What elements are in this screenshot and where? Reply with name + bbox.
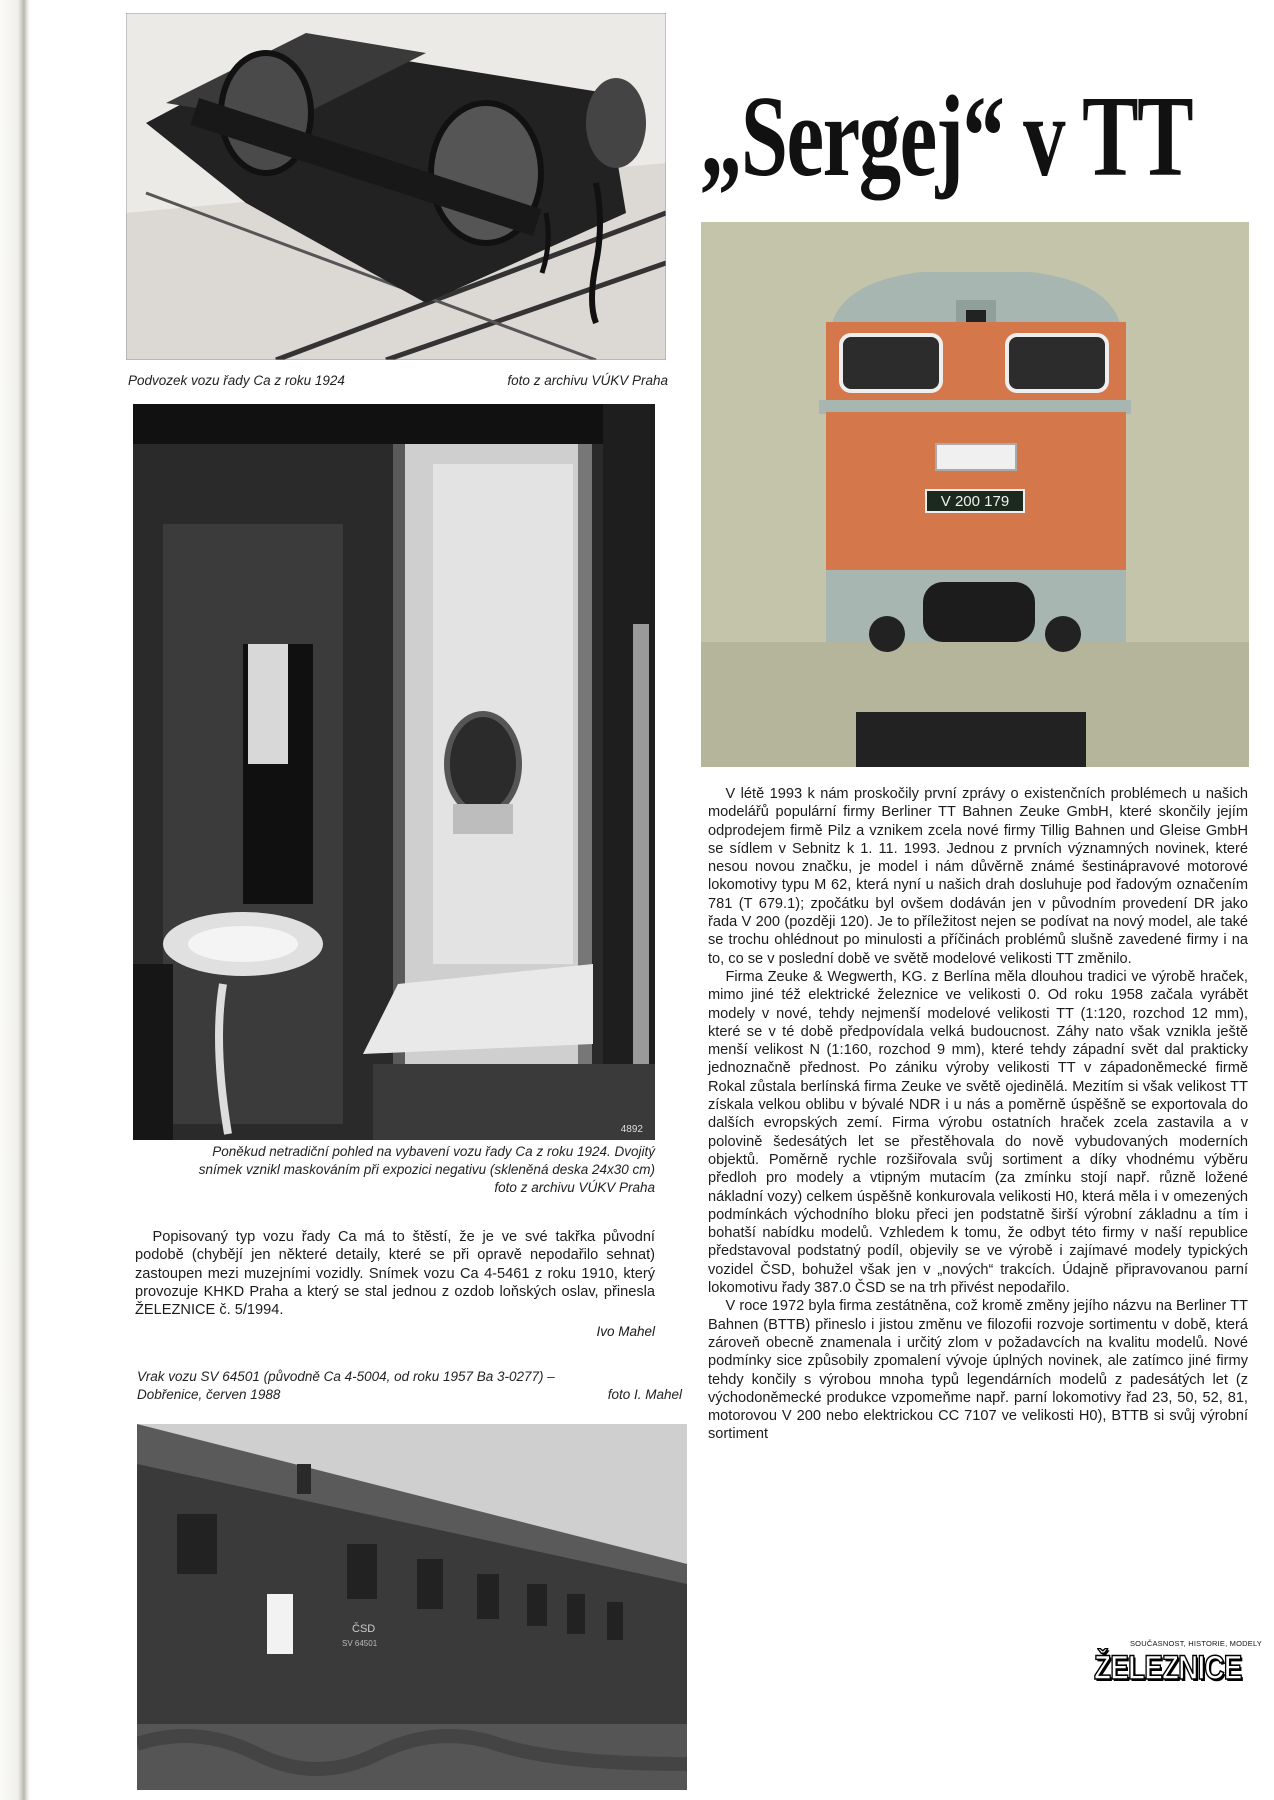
left-body-text (135, 1228, 655, 1328)
logo-tagline: SOUČASNOST, HISTORIE, MODELY (1129, 1639, 1262, 1648)
article-paragraph-3: V roce 1972 byla firma zestátněna, což kromě změny jejího názvu na Berliner TT Bahnen (BTTB) přineslo i jistou změnu ve filozofii rozvoje sortimentu v době, která zároveň obecně znamenala i určitý zlom v požadavcích na kvalitu modelů. Nové podmínky sice způsobily zpomalení vývoje úplných novinek, ale zatímco jiné firmy tehdy končily s výrobou mnoha typů legendárních modelů z padesátých let (z východoněmecké produkce vzpomeňme např. parní lokomotivy řad 23, 50, 52, 81, motorovou V 200 nebo elektrickou CC 7107 ve velikosti H0), BTTB si svůj výrobní sortiment (708, 1298, 1248, 1443)
logo-wordmark: ŽELEZNICE (1094, 1649, 1242, 1687)
wreck-caption-line-2: Dobřenice, červen 1988 (137, 1387, 281, 1402)
article-body (708, 785, 1248, 1590)
zeleznice-logo (1094, 1639, 1262, 1701)
author-name: Ivo Mahel (596, 1324, 655, 1339)
bogie-photo (126, 13, 666, 360)
interior-photo (133, 404, 655, 1140)
wagon-marking-number: SV 64501 (342, 1639, 378, 1648)
article-title: „Sergej“ v TT (700, 73, 1193, 201)
article-paragraph-2: Firma Zeuke & Wegwerth, KG. z Berlína měla dlouhou tradici ve výrobě hraček, mimo jiné též elektrické železnice ve velikosti 0. Od roku 1958 začala vyrábět modely v nové, tehdy nejmenší modelové velikosti TT (1:120, rozchod 12 mm), které se v té době předpovídala velká budoucnost. Záhy nato však vznikla ještě menší velikost N (1:160, rozchod 9 mm), které tehdy západní svět dal prakticky jednoznačně přednost. Po zániku výroby velikosti TT v západoněmecké firmě Rokal zůstala berlínská firma Zeuke ve světě ojedinělá. Mezitím si však velikost TT získala velkou oblibu v bývalé NDR i u nás a poměrně úspěšně se exportovala do dalších evropských zemí. Firma výrobu ostatních hraček zcela zastavila a v polovině šedesátých let se přestěhovala do nově vybudovaných moderních objektů. Poměrně rychle rozšiřovala svůj sortiment a díky vhodnému výběru předloh pro modely a vtipným mutacím (za zmínku stojí např. různě ložené nákladní vozy) celkem úspěšně konkurovala velikosti H0, která měla i v omezených podmínkách východního bloku přeci jen podstatně širší výrobní základnu a tím i bohatší nabídku modelů. Vzhledem k tomu, že odbyt této firmy v naší republice představoval podstatný podíl, objevily se ve výrobě i zajímavé modely typických vozidel ČSD, bohužel však jen v „nových“ trakcích. Údajně připravovanou parní lokomotivu řady 387.0 ČSD se na trh přivést nepodařilo. (708, 968, 1248, 1297)
interior-caption-line-1: Poněkud netradiční pohled na vybavení vozu řady Ca z roku 1924. Dvojitý (212, 1144, 655, 1159)
model-locomotive-photo (701, 222, 1249, 767)
wreck-photo (137, 1424, 687, 1790)
left-body-paragraph: Popisovaný typ vozu řady Ca má to štěstí, že je ve své takřka původní podobě (chybějí jen některé detaily, které se při opravě nepodařilo sehnat) zastoupen mezi muzejními vozidly. Snímek vozu Ca 4-5461 z roku 1910, který provozuje KHKD Praha a který se stal jednou z ozdob loňských oslav, přinesla ŽELEZNICE č. 5/1994. (135, 1229, 655, 1319)
wagon-marking-csd: ČSD (352, 1623, 376, 1635)
bogie-photo-caption (128, 372, 668, 392)
bogie-caption-text: Podvozek vozu řady Ca z roku 1924 (128, 373, 345, 388)
interior-photo-caption (135, 1143, 655, 1201)
wreck-photo-credit: foto I. Mahel (607, 1387, 682, 1402)
locomotive-number-plate: V 200 179 (940, 493, 1010, 510)
negative-number: 4892 (620, 1124, 643, 1135)
interior-caption-line-2: snímek vznikl maskováním při expozici negativu (skleněná deska 24x30 cm) (198, 1162, 655, 1177)
page-spine (0, 0, 30, 1800)
article-paragraph-1: V létě 1993 k nám proskočily první zprávy o existenčních problémech u našich modelářů populární firmy Berliner TT Bahnen Zeuke GmbH, které skončily jejím odprodejem firmě Pilz a vznikem zcela nové firmy Tillig Bahnen und Gleise GmbH se sídlem v Sebnitz k 1. 11. 1993. Jednou z prvních významných novinek, které nesou novou značku, je model i nám důvěrně známé šestinápravové motorové lokomotivy typu M 62, která nyní u našich drah dosluhuje pod řadovým označením 781 (T 679.1); zpočátku byl ovšem dodáván jen v původním provedení DR jako řada V 200 (později 120). Je to příležitost nejen se podívat na nový model, ale také se trochu ohlédnout po minulosti a příčinách problémů slušně zavedené firmy i na to, co se v poslední době ve světě modelové velikosti TT změnilo. (708, 786, 1248, 967)
wreck-photo-caption (137, 1368, 682, 1408)
bogie-photo-credit: foto z archivu VÚKV Praha (507, 373, 668, 388)
interior-photo-credit: foto z archivu VÚKV Praha (494, 1180, 655, 1195)
wreck-caption-line-1: Vrak vozu SV 64501 (původně Ca 4-5004, od roku 1957 Ba 3-0277) – (137, 1369, 555, 1384)
